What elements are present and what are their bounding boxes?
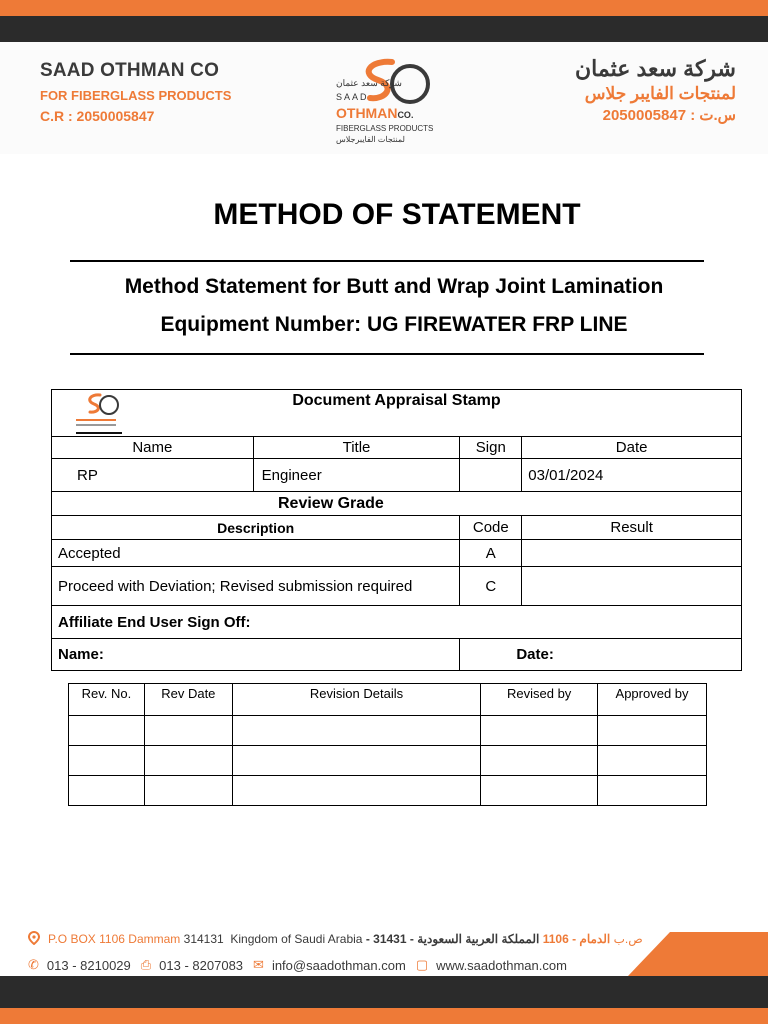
rev-date-header: Rev Date [144,684,232,716]
appraisal-stamp-table [51,389,742,671]
revision-row [69,716,707,746]
rev-no-header: Rev. No. [69,684,145,716]
footer-zip: 314131 [183,932,224,946]
grade-code: C [460,567,522,606]
company-cr-en: C.R : 2050005847 [40,108,155,124]
stamp-heading-cell [52,390,742,437]
grade-header-code: Code [460,516,522,540]
grade-row [52,567,742,606]
revision-cell [69,746,145,776]
revision-row [69,776,707,806]
header-title: Title [253,437,460,459]
title-divider-top [70,260,704,262]
footer-contact [28,928,668,976]
name-date-row [52,639,742,671]
revision-cell [144,716,232,746]
revision-cell [144,776,232,806]
revision-cell [481,746,598,776]
affiliate-sign-off-label: Affiliate End User Sign Off: [52,606,742,639]
equipment-number: Equipment Number: UG FIREWATER FRP LINE [160,313,628,336]
grade-code: A [460,540,522,567]
header-name: Name [52,437,254,459]
revision-cell [598,716,707,746]
footer-fax[interactable]: 013 - 8207083 [159,957,244,973]
company-arabic-block [575,56,736,124]
logo-arabic-name: شركة سعد عثمان [336,78,402,88]
revision-row [69,746,707,776]
stamp-heading: Document Appraisal Stamp [292,392,501,409]
company-tagline-en: FOR FIBERGLASS PRODUCTS [40,88,232,103]
revision-cell [481,776,598,806]
name-label: Name: [52,639,460,671]
footer-website[interactable]: www.saadothman.com [436,957,567,973]
grade-description: Accepted [52,540,460,567]
grade-header-result: Result [522,516,742,540]
company-name-en: SAAD OTHMAN CO [40,60,220,81]
stamp-data-row [52,459,742,492]
footer-address-row [28,928,668,950]
top-orange-band [0,0,768,16]
footer-city: Dammam [128,932,181,946]
revision-cell [144,746,232,776]
company-cr-ar: س.ت : 2050005847 [602,107,736,124]
top-dark-band [0,16,768,42]
location-pin-icon [28,931,40,948]
revision-header-row [69,684,707,716]
footer-dark-band [0,976,768,1008]
company-name-ar: شركة سعد عثمان [574,56,736,81]
revision-cell [232,776,480,806]
title-divider-bottom [70,353,704,355]
revision-cell [69,716,145,746]
stamp-heading-row [52,390,742,437]
fax-icon: ⎙ [140,957,152,972]
revision-cell [598,746,707,776]
page-title: METHOD OF STATEMENT [213,198,581,231]
revision-cell [69,776,145,806]
stamp-logo-icon [72,391,122,435]
revision-table [68,683,707,806]
date-label: Date: [460,639,742,671]
grade-header-row [52,516,742,540]
footer-email[interactable]: info@saadothman.com [271,957,406,973]
footer-city-ar: الدمام - 1106 [542,932,611,946]
grade-description: Proceed with Deviation; Revised submission required [52,567,460,606]
logo-fiberglass: FIBERGLASS PRODUCTS [336,124,434,133]
logo-co: CO. [397,110,414,120]
stamp-header-row [52,437,742,459]
grade-result [522,540,742,567]
footer-contact-row [28,954,668,976]
logo-othman-text: OTHMAN [336,105,398,121]
footer-country: Kingdom of Saudi Arabia [230,932,363,946]
stamp-title-value: Engineer [253,459,460,492]
grade-row [52,540,742,567]
revision-details-header: Revision Details [232,684,480,716]
company-tagline-ar: لمنتجات الفايبر جلاس [584,84,736,103]
stamp-date-value: 03/01/2024 [522,459,742,492]
website-icon: ▢ [415,957,429,972]
company-english-block [40,60,231,124]
affiliate-row [52,606,742,639]
grade-header-description: Description [52,516,460,540]
logo-fiberglass-ar: لمنتجات الفايبرجلاس [336,135,405,144]
revised-by-header: Revised by [481,684,598,716]
header-sign: Sign [460,437,522,459]
footer-po-box: P.O BOX 1106 [48,932,125,946]
footer-pobox-ar: ص.ب [613,932,643,946]
stamp-name-value: RP [52,459,254,492]
revision-cell [232,746,480,776]
logo-saad: SAAD [336,92,369,102]
approved-by-header: Approved by [598,684,707,716]
revision-cell [481,716,598,746]
revision-cell [232,716,480,746]
review-grade-row [52,492,742,516]
footer-orange-band [0,1008,768,1024]
phone-icon: ✆ [28,957,39,972]
grade-result [522,567,742,606]
document-subtitle: Method Statement for Butt and Wrap Joint Lamination [124,275,664,298]
email-icon: ✉ [253,957,264,972]
review-grade-heading: Review Grade [52,492,742,516]
header-date: Date [522,437,742,459]
stamp-sign-value [460,459,522,492]
logo-othman [336,105,413,121]
footer-phone[interactable]: 013 - 8210029 [46,957,131,973]
company-logo [330,54,440,150]
revision-cell [598,776,707,806]
footer-country-ar: المملكة العربية السعودية - 31431 - [365,932,540,946]
